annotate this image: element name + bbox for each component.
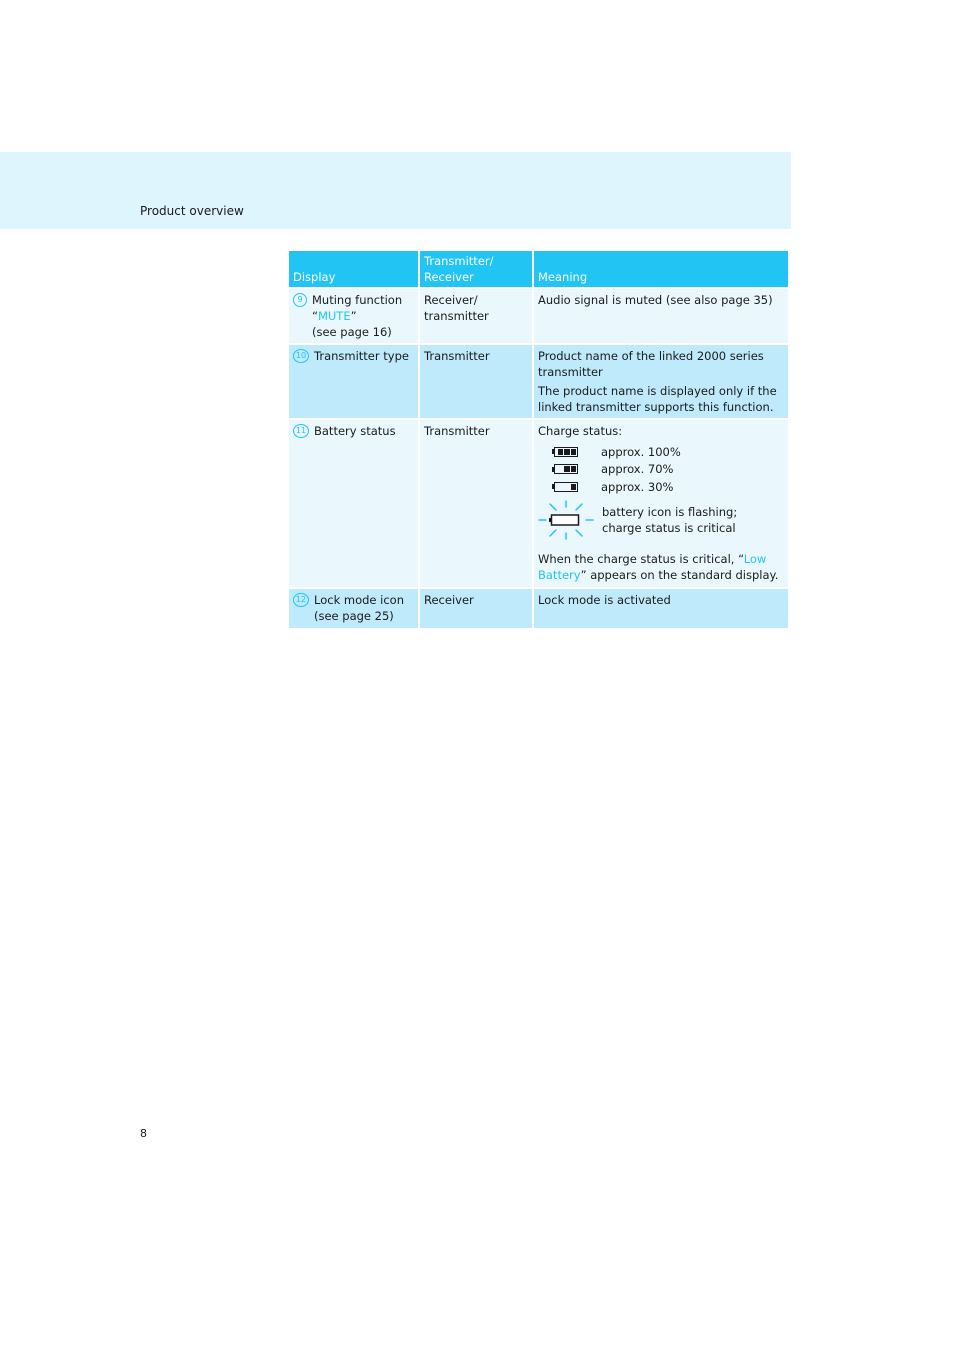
item-number-badge: 12: [293, 593, 309, 607]
item-number-badge: 11: [293, 424, 309, 438]
table-header-row: [289, 251, 788, 287]
column-header-meaning: Meaning: [534, 251, 788, 287]
battery-level-label: approx. 100%: [601, 444, 681, 459]
battery-level-row: [552, 478, 784, 496]
meaning-cell: Audio signal is muted (see also page 35): [534, 289, 788, 343]
column-header-display: Display: [289, 251, 418, 287]
device-cell: Receiver/ transmitter: [420, 289, 532, 343]
device-cell: Transmitter: [420, 345, 532, 418]
table-row: [289, 589, 788, 628]
battery-one-third-icon: [552, 481, 578, 492]
overview-table: [287, 249, 790, 630]
battery-critical-label: battery icon is flashing; charge status is critical: [602, 504, 738, 535]
battery-level-label: approx. 30%: [601, 479, 674, 494]
display-text: Battery status: [314, 424, 396, 438]
meaning-paragraph: The product name is displayed only if the linked transmitter supports this function.: [538, 384, 777, 414]
meaning-cell: [534, 420, 788, 587]
display-cell: [289, 289, 418, 343]
battery-flashing-icon: [538, 499, 594, 541]
display-keyword-line: “MUTE”: [312, 309, 357, 323]
battery-level-list: [552, 443, 784, 541]
battery-full-icon: [552, 446, 578, 457]
page-number: 8: [140, 1127, 147, 1140]
battery-level-row: [552, 461, 784, 479]
display-text: Muting function: [312, 293, 403, 307]
section-title: Product overview: [140, 204, 244, 218]
battery-critical-row: [538, 499, 784, 541]
table-row: [289, 345, 788, 418]
low-battery-keyword: Low Battery: [538, 551, 767, 582]
meaning-cell: [534, 345, 788, 418]
page-reference: (see page 16): [312, 325, 392, 339]
header-band: [0, 152, 791, 229]
column-header-device: Transmitter/ Receiver: [420, 251, 532, 287]
charge-status-intro: Charge status:: [538, 424, 623, 438]
item-number-badge: 9: [293, 293, 307, 307]
item-number-badge: 10: [293, 349, 309, 363]
meaning-paragraph: Product name of the linked 2000 series transmitter: [538, 349, 764, 379]
low-battery-note: When the charge status is critical, “Low Battery” appears on the standard display.: [538, 551, 779, 582]
display-cell: [289, 345, 418, 418]
meaning-cell: Lock mode is activated: [534, 589, 788, 628]
table-row: [289, 289, 788, 343]
device-cell: Receiver: [420, 589, 532, 628]
display-cell: [289, 589, 418, 628]
battery-level-row: [552, 443, 784, 461]
display-cell: [289, 420, 418, 587]
device-cell: Transmitter: [420, 420, 532, 587]
battery-level-label: approx. 70%: [601, 462, 674, 477]
display-text: Transmitter type: [314, 349, 409, 363]
table-row: [289, 420, 788, 587]
display-text: Lock mode icon (see page 25): [314, 592, 404, 623]
mute-keyword: MUTE: [317, 309, 351, 323]
battery-two-thirds-icon: [552, 464, 578, 475]
